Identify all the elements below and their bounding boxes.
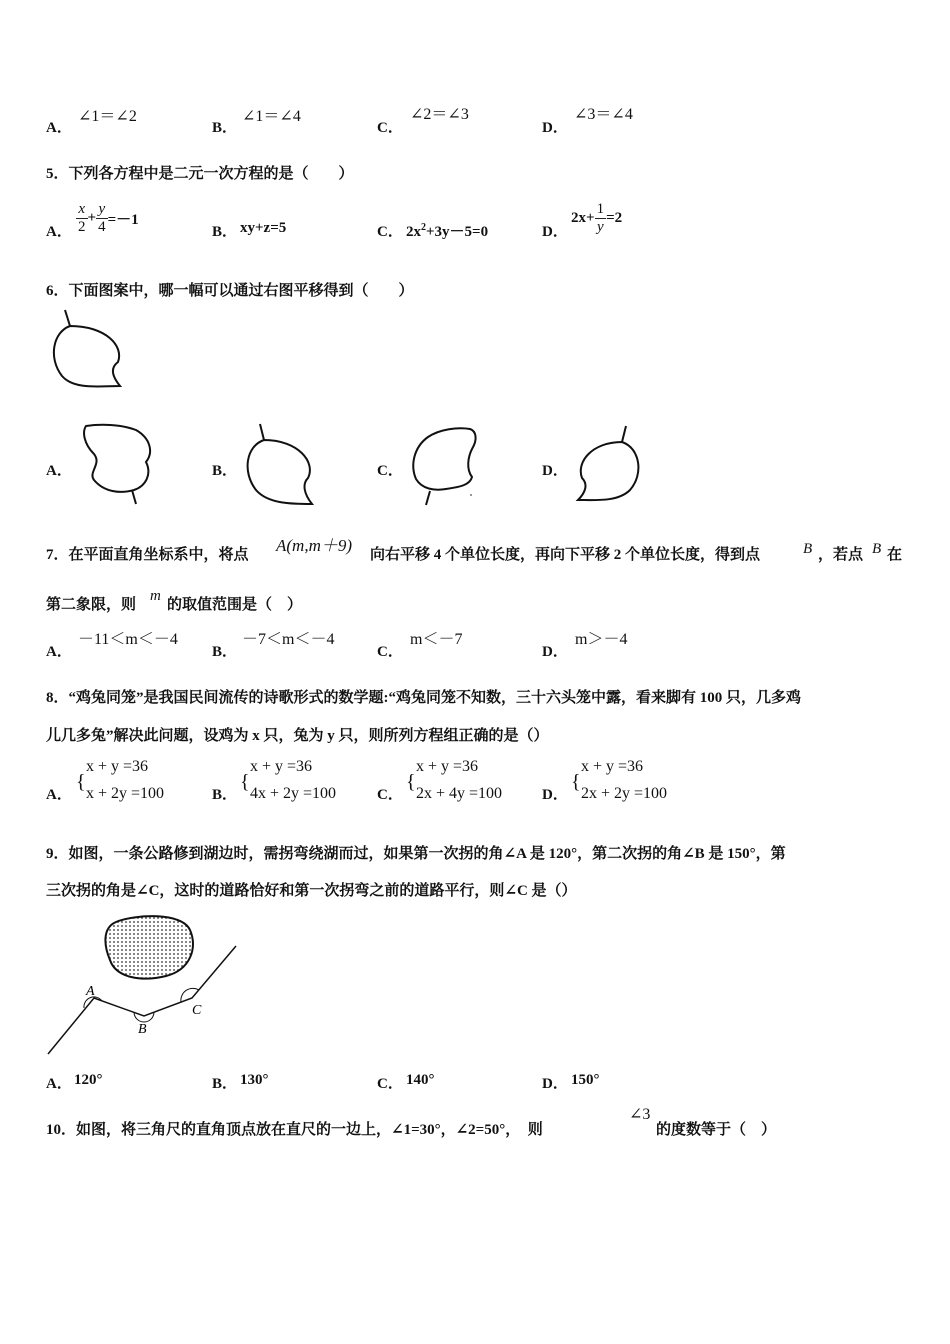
leaf-option-a-figure <box>80 424 156 506</box>
label-a: A <box>86 984 95 999</box>
q5-option-b-label: B． <box>212 224 238 240</box>
q10-angle-3: ∠3 <box>629 1106 651 1123</box>
q4-option-c-label: C． <box>377 120 403 136</box>
label-b: B <box>138 1022 147 1037</box>
q10-stem-part2: 的度数等于（ ） <box>656 1122 777 1138</box>
q6-option-d-label: D． <box>542 463 568 479</box>
q4-option-b-label: B． <box>212 120 238 136</box>
q8-option-d-system <box>581 753 667 807</box>
equation-2: 4x + 2y =100 <box>250 785 337 802</box>
q4-option-b-value: ∠1＝∠4 <box>242 108 301 125</box>
q8-option-d-label: D． <box>542 787 568 803</box>
equation-rest: +3y－5=0 <box>426 224 489 240</box>
q6-option-a-label: A． <box>46 463 72 479</box>
q8-option-a-label: A． <box>46 787 72 803</box>
brace-icon: { <box>240 771 250 793</box>
equation-1: x + y =36 <box>581 758 644 775</box>
q7-option-a-value: －11＜m＜－4 <box>78 631 178 648</box>
leaf-reference-figure <box>48 310 128 392</box>
q9-option-b-value: 130° <box>240 1072 269 1088</box>
q9-option-d-label: D． <box>542 1076 568 1092</box>
q4-option-d-label: D． <box>542 120 568 136</box>
fraction-1-over-y <box>595 201 607 236</box>
q7-stem-part1: 7．在平面直角坐标系中，将点 <box>46 547 249 563</box>
fraction-y-over-4 <box>96 201 108 236</box>
q7-line2-part1: 第二象限，则 <box>46 597 137 613</box>
fraction-denominator: 2 <box>78 219 86 235</box>
q7-point-b-2: B <box>872 541 882 557</box>
q8-stem-line2: 儿几多兔”解决此问题，设鸡为 x 只，兔为 y 只，则所列方程组正确的是（） <box>46 728 549 744</box>
equation-1: x + y =36 <box>250 758 313 775</box>
q8-option-c-system <box>416 753 502 807</box>
angle-c-arc <box>181 988 199 1002</box>
exponent: 2 <box>421 222 426 233</box>
q7-point-a: A(m,m＋9) <box>276 536 353 555</box>
q4-option-a-label: A． <box>46 120 72 136</box>
q9-stem-line1: 9．如图，一条公路修到湖边时，需拐弯绕湖而过，如果第一次拐的角∠A 是 120°，第二次拐的角∠B 是 150°，第 <box>46 846 786 862</box>
q5-option-b-value: xy+z=5 <box>240 220 287 236</box>
q7-stem-part4: 在 <box>887 547 903 563</box>
q5-option-c-value <box>406 220 488 241</box>
q6-stem: 6．下面图案中，哪一幅可以通过右图平移得到（ ） <box>46 283 414 299</box>
term-2x: 2x <box>406 224 421 240</box>
q9-option-d-value: 150° <box>571 1072 600 1088</box>
fraction-denominator: y <box>596 219 604 235</box>
plus-sign: + <box>87 209 97 226</box>
q9-option-c-label: C． <box>377 1076 403 1092</box>
q5-option-d-label: D． <box>542 224 568 240</box>
fraction-numerator: x <box>76 201 88 219</box>
q8-option-c-label: C． <box>377 787 403 803</box>
q8-option-b-label: B． <box>212 787 238 803</box>
leaf-option-d-figure <box>574 424 646 504</box>
q7-stem-part3: ，若点 <box>818 547 864 563</box>
q8-option-b-system <box>250 753 336 807</box>
equation-rest: =2 <box>606 210 623 226</box>
equation-1: x + y =36 <box>416 758 479 775</box>
term-2x-plus: 2x+ <box>571 210 595 226</box>
equation-rest: =－1 <box>107 212 139 228</box>
q4-option-d-value: ∠3＝∠4 <box>574 106 633 123</box>
q8-option-a-system <box>86 753 164 807</box>
q4-option-a-value: ∠1＝∠2 <box>78 108 137 125</box>
equation-2: 2x + 2y =100 <box>581 785 668 802</box>
q7-line2-part2: 的取值范围是（ ） <box>167 597 303 613</box>
q7-option-c-value: m＜－7 <box>410 631 463 648</box>
q7-option-b-label: B． <box>212 644 238 660</box>
q9-option-c-value: 140° <box>406 1072 435 1088</box>
q7-option-d-label: D． <box>542 644 568 660</box>
brace-icon: { <box>76 771 86 793</box>
q5-option-d-value <box>571 201 622 236</box>
q10-stem-part1: 10．如图，将三角尺的直角顶点放在直尺的一边上，∠1=30°，∠2=50°， 则 <box>46 1122 543 1138</box>
q7-stem-part2: 向右平移 4 个单位长度，再向下平移 2 个单位长度，得到点 <box>370 547 761 563</box>
fraction-x-over-2 <box>76 201 88 236</box>
equation-2: x + 2y =100 <box>86 785 165 802</box>
leaf-option-b-figure <box>242 422 316 508</box>
q7-option-b-value: －7＜m＜－4 <box>242 631 335 648</box>
q9-option-a-value: 120° <box>74 1072 103 1088</box>
fraction-numerator: 1 <box>596 201 605 217</box>
q7-option-c-label: C． <box>377 644 403 660</box>
q9-option-b-label: B． <box>212 1076 238 1092</box>
label-c: C <box>192 1003 202 1018</box>
q7-option-a-label: A． <box>46 644 72 660</box>
q7-var-m: m <box>150 588 161 604</box>
lake-shape <box>105 916 193 978</box>
equation-2: 2x + 4y =100 <box>416 785 503 802</box>
equation-1: x + y =36 <box>86 758 149 775</box>
q5-option-c-label: C． <box>377 224 403 240</box>
q6-option-b-label: B． <box>212 463 238 479</box>
q9-stem-line2: 三次拐的角是∠C，这时的道路恰好和第一次拐弯之前的道路平行，则∠C 是（） <box>46 883 577 899</box>
q8-stem-line1: 8．“鸡兔同笼”是我国民间流传的诗歌形式的数学题:“鸡兔同笼不知数，三十六头笼中露，看来脚有 100 只，几多鸡 <box>46 690 802 706</box>
q9-option-a-label: A． <box>46 1076 72 1092</box>
q6-option-c-label: C． <box>377 463 403 479</box>
leaf-option-c-figure <box>410 425 482 507</box>
fraction-numerator: y <box>96 201 108 219</box>
q5-option-a-label: A． <box>46 224 72 240</box>
brace-icon: { <box>406 771 416 793</box>
lake-road-figure <box>44 912 244 1060</box>
brace-icon: { <box>571 771 581 793</box>
q7-option-d-value: m＞－4 <box>575 631 628 648</box>
q5-option-a-value <box>76 201 139 236</box>
q5-stem: 5．下列各方程中是二元一次方程的是（ ） <box>46 166 354 182</box>
q7-point-b-1: B <box>803 541 813 557</box>
fraction-denominator: 4 <box>98 219 106 235</box>
q4-option-c-value: ∠2＝∠3 <box>410 106 469 123</box>
